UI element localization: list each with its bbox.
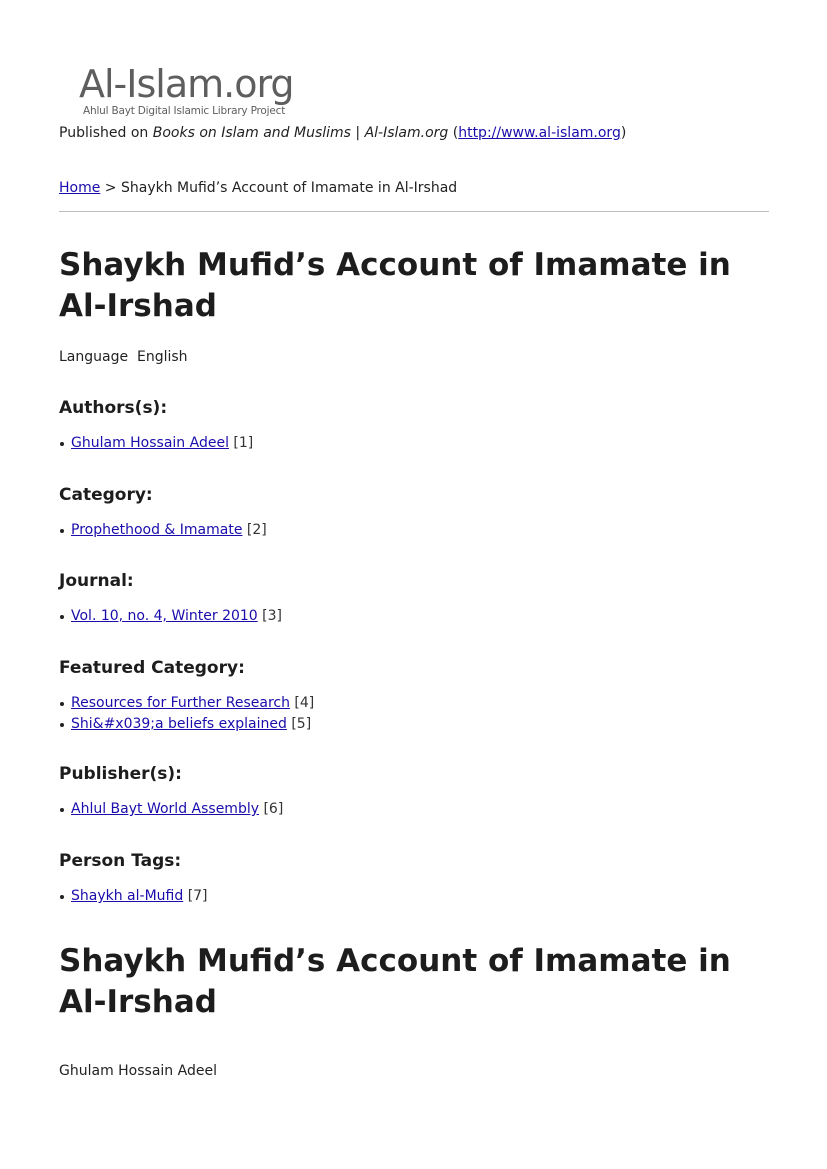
section-list xyxy=(59,886,759,907)
bullet-icon xyxy=(60,529,64,533)
featured-category-link[interactable]: Resources for Further Research xyxy=(71,695,290,711)
author-link[interactable]: Ghulam Hossain Adeel xyxy=(71,435,229,451)
bullet-icon xyxy=(60,895,64,899)
footnote-ref: [5] xyxy=(291,716,312,732)
publisher-link[interactable]: Ahlul Bayt World Assembly xyxy=(71,801,260,817)
published-prefix: Published on xyxy=(59,125,149,141)
list-item xyxy=(59,606,759,627)
list-item xyxy=(59,714,759,735)
language-row xyxy=(59,348,188,366)
section-list xyxy=(59,520,759,541)
footnote-ref: [4] xyxy=(294,695,315,711)
language-label: Language xyxy=(59,349,129,365)
section-heading: Category: xyxy=(59,485,153,505)
logo-wordmark: Al-Islam.org xyxy=(79,62,294,106)
section-journal xyxy=(59,570,759,627)
section-heading: Publisher(s): xyxy=(59,764,182,784)
footnote-ref: [3] xyxy=(262,608,282,624)
published-url-link[interactable]: http://www.al-islam.org xyxy=(458,125,621,141)
list-item xyxy=(59,520,759,541)
section-authors xyxy=(59,397,759,454)
section-heading: Featured Category: xyxy=(59,658,245,678)
section-list xyxy=(59,799,759,820)
header-divider xyxy=(59,211,769,212)
section-publishers xyxy=(59,763,759,820)
list-item xyxy=(59,693,759,714)
published-open-paren: ( xyxy=(452,125,459,141)
language-value: English xyxy=(137,349,188,365)
section-list xyxy=(59,433,759,454)
footnote-ref: [7] xyxy=(187,888,208,904)
list-item xyxy=(59,799,759,820)
bullet-icon xyxy=(60,615,64,619)
section-list xyxy=(59,606,759,627)
published-line xyxy=(59,124,626,142)
breadcrumb-home-link[interactable]: Home xyxy=(59,180,101,196)
featured-category-link[interactable]: Shi&#x039;a beliefs explained xyxy=(71,716,287,732)
bullet-icon xyxy=(60,723,64,727)
section-heading: Authors(s): xyxy=(59,398,168,418)
site-logo[interactable] xyxy=(79,64,319,118)
footnote-ref: [6] xyxy=(263,801,284,817)
list-item xyxy=(59,886,759,907)
footnote-ref: [1] xyxy=(233,435,254,451)
section-category xyxy=(59,484,759,541)
published-close-paren: ) xyxy=(620,125,627,141)
section-featured-category xyxy=(59,657,759,735)
journal-link[interactable]: Vol. 10, no. 4, Winter 2010 xyxy=(71,608,258,624)
bullet-icon xyxy=(60,808,64,812)
page-title: Shaykh Mufid’s Account of Imamate in Al-Irshad xyxy=(59,247,731,324)
section-heading: Journal: xyxy=(59,571,134,591)
category-link[interactable]: Prophethood & Imamate xyxy=(71,522,243,538)
section-list xyxy=(59,693,759,735)
bullet-icon xyxy=(60,702,64,706)
logo-tagline: Ahlul Bayt Digital Islamic Library Project xyxy=(83,105,286,117)
breadcrumb-current: Shaykh Mufid’s Account of Imamate in Al-Irshad xyxy=(120,180,458,196)
list-item xyxy=(59,433,759,454)
body-author: Ghulam Hossain Adeel xyxy=(59,1063,217,1079)
breadcrumb xyxy=(59,179,457,197)
footnote-ref: [2] xyxy=(246,522,267,538)
body-title: Shaykh Mufid’s Account of Imamate in Al-Irshad xyxy=(59,943,731,1020)
section-person-tags xyxy=(59,850,759,907)
section-heading: Person Tags: xyxy=(59,851,182,871)
bullet-icon xyxy=(60,442,64,446)
breadcrumb-separator: > xyxy=(104,180,117,196)
person-tag-link[interactable]: Shaykh al-Mufid xyxy=(71,888,184,904)
published-site-name: Books on Islam and Muslims | Al-Islam.org xyxy=(152,125,449,141)
